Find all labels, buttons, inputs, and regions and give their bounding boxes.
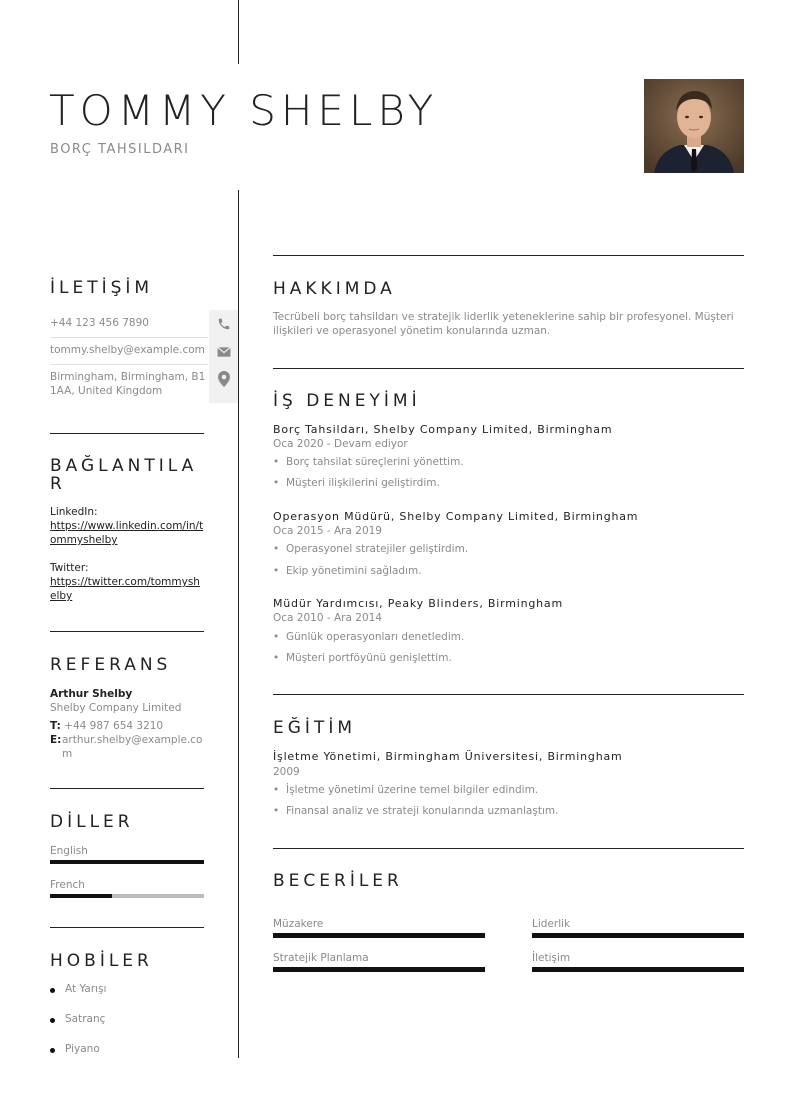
skill-name: Stratejik Planlama [273, 952, 369, 964]
map-pin-icon [209, 365, 238, 393]
section-divider [50, 927, 204, 928]
job-title: Operasyon Müdürü, Shelby Company Limited, Birmingham [273, 510, 639, 523]
candidate-title: BORÇ TAHSILDARI [50, 142, 190, 157]
job-date: Oca 2010 - Ara 2014 [273, 612, 382, 624]
job-date: Oca 2015 - Ara 2019 [273, 525, 382, 537]
twitter-label: Twitter: [50, 562, 89, 574]
reference-email[interactable]: arthur.shelby@example.com [62, 734, 203, 760]
vertical-divider-top [238, 0, 239, 64]
hobby-item: Satranç [50, 1013, 105, 1025]
skill-name: İletişim [532, 952, 571, 964]
job-date: Oca 2020 - Devam ediyor [273, 438, 408, 450]
reference-phone-row [50, 719, 204, 733]
reference-email-label: E: [50, 734, 62, 746]
job-title: Müdür Yardımcısı, Peaky Blinders, Birmingham [273, 597, 563, 610]
education-year: 2009 [273, 766, 300, 778]
phone-icon [209, 310, 238, 338]
reference-name: Arthur Shelby [50, 688, 133, 700]
section-divider [273, 848, 744, 849]
hobbies-section-title: HOBİLER [50, 951, 153, 971]
education-section-title: EĞİTİM [273, 718, 356, 738]
education-bullet: • İşletme yönetimi üzerine temel bilgiler edindim. [273, 784, 539, 796]
reference-phone[interactable]: +44 987 654 3210 [64, 720, 164, 732]
language-level-fill [50, 860, 204, 864]
skill-name: Müzakere [273, 918, 324, 930]
skill-name: Liderlik [532, 918, 571, 930]
language-level-bar [50, 860, 204, 864]
skill-level-bar [532, 967, 744, 972]
contact-section-title: İLETİŞİM [50, 278, 154, 298]
candidate-name: TOMMY SHELBY [49, 86, 439, 135]
profile-photo [644, 79, 744, 173]
section-divider [273, 368, 744, 369]
about-text: Tecrübeli borç tahsildarı ve stratejik liderlik yeteneklerine sahip bir profesyonel. Müşteri ilişkileri ve operasyonel yönetim konularında uzman. [273, 311, 734, 337]
envelope-icon [209, 338, 238, 366]
section-divider [273, 255, 744, 256]
job-bullet: • Borç tahsilat süreçlerini yönettim. [273, 456, 464, 468]
contact-separator [50, 337, 208, 338]
contact-phone[interactable]: +44 123 456 7890 [50, 317, 149, 329]
education-bullet: • Finansal analiz ve strateji konularında uzmanlaştım. [273, 805, 559, 817]
section-divider [50, 631, 204, 632]
job-bullet: • Müşteri ilişkilerini geliştirdim. [273, 477, 440, 489]
linkedin-label: LinkedIn: [50, 506, 98, 518]
job-bullet: • Ekip yönetimini sağladım. [273, 565, 422, 577]
section-divider [50, 433, 204, 434]
contact-separator [50, 364, 208, 365]
language-level-bar [50, 894, 204, 898]
contact-email[interactable]: tommy.shelby@example.com [50, 344, 205, 356]
skill-level-bar [273, 967, 485, 972]
language-level-fill [50, 894, 112, 898]
vertical-divider [238, 190, 239, 1058]
reference-section-title: REFERANS [50, 655, 172, 675]
languages-section-title: DİLLER [50, 812, 134, 832]
job-title: Borç Tahsildarı, Shelby Company Limited, Birmingham [273, 423, 613, 436]
linkedin-link[interactable]: https://www.linkedin.com/in/tommyshelby [50, 520, 204, 546]
skill-level-bar [532, 933, 744, 938]
reference-email-row [50, 733, 204, 761]
reference-phone-label: T: [50, 720, 61, 732]
contact-address: Birmingham, Birmingham, B1 1AA, United Kingdom [50, 371, 206, 397]
links-section-title: BAĞLANTILAR [50, 456, 198, 494]
job-bullet: • Müşteri portföyünü genişlettim. [273, 652, 452, 664]
twitter-link[interactable]: https://twitter.com/tommyshelby [50, 576, 200, 602]
section-divider [273, 694, 744, 695]
hobby-item: At Yarışı [50, 983, 106, 995]
contact-icon-column [209, 310, 238, 403]
experience-section-title: İŞ DENEYİMİ [273, 391, 421, 411]
about-section-title: HAKKIMDA [273, 279, 396, 299]
hobby-item: Piyano [50, 1043, 100, 1055]
job-bullet: • Günlük operasyonları denetledim. [273, 631, 465, 643]
language-name: English [50, 845, 88, 857]
skill-level-bar [273, 933, 485, 938]
skills-section-title: BECERİLER [273, 871, 403, 891]
section-divider [50, 788, 204, 789]
education-degree: İşletme Yönetimi, Birmingham Üniversitesi, Birmingham [273, 750, 623, 763]
language-name: French [50, 879, 85, 891]
job-bullet: • Operasyonel stratejiler geliştirdim. [273, 543, 469, 555]
reference-company: Shelby Company Limited [50, 702, 182, 714]
